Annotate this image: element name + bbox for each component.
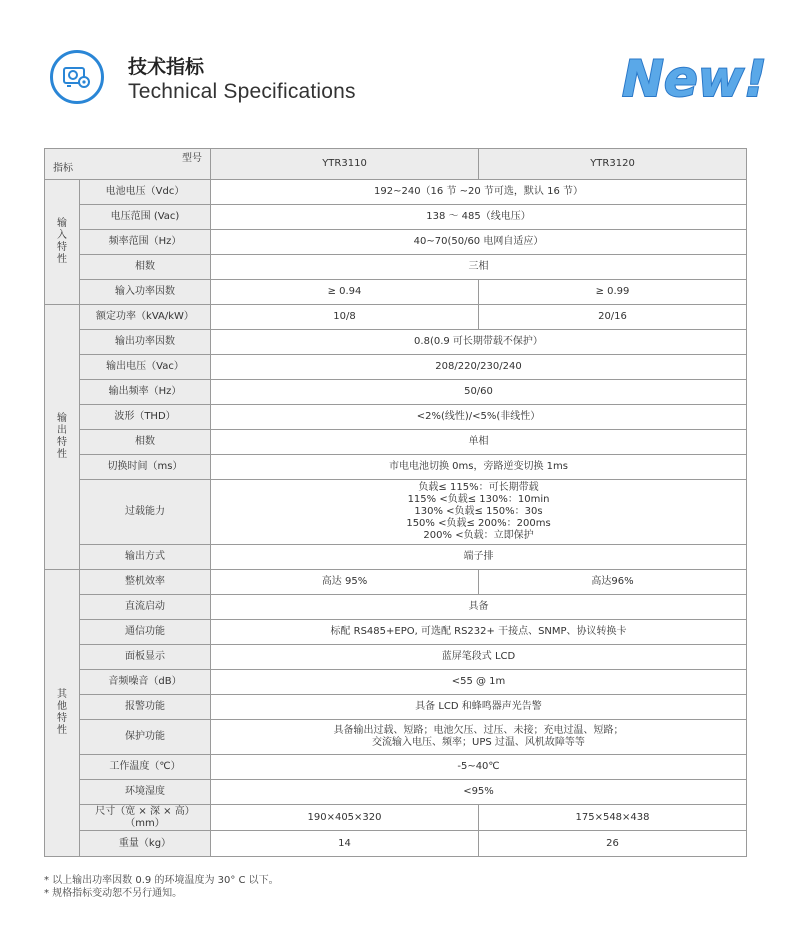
category-cell: 输 入 特 性 — [45, 180, 80, 305]
spec-label: 输出电压（Vac） — [80, 355, 211, 380]
spec-label: 相数 — [80, 255, 211, 280]
spec-table — [44, 148, 747, 857]
table-row — [45, 380, 747, 405]
spec-value-line: 115% <负载≤ 130%：10min — [407, 494, 550, 505]
spec-label: 额定功率（kVA/kW） — [80, 305, 211, 330]
spec-value-model-1: ≥ 0.94 — [211, 280, 479, 305]
spec-value-shared: 蓝屏笔段式 LCD — [211, 645, 747, 670]
spec-label-line: （mm） — [125, 817, 165, 829]
table-row — [45, 480, 747, 545]
new-badge — [618, 44, 767, 108]
spec-label-line: 尺寸（宽 × 深 × 高） — [95, 805, 195, 817]
spec-value-shared: 138 ～ 485（线电压） — [211, 205, 747, 230]
table-row — [45, 455, 747, 480]
spec-value-line: 负载≤ 115%：可长期带载 — [418, 482, 539, 493]
table-row — [45, 720, 747, 755]
spec-value-line: 具备输出过载、短路；电池欠压、过压、未接；充电过温、短路； — [333, 725, 624, 736]
spec-label: 重量（kg） — [80, 831, 211, 857]
corner-cell — [45, 149, 211, 180]
spec-label: 波形（THD） — [80, 405, 211, 430]
spec-label: 输出频率（Hz） — [80, 380, 211, 405]
spec-label: 电压范围 (Vac) — [80, 205, 211, 230]
table-row — [45, 570, 747, 595]
spec-value-shared: -5~40℃ — [211, 755, 747, 780]
table-row — [45, 205, 747, 230]
model-header-1: YTR3110 — [211, 149, 479, 180]
spec-value-shared: <2%(线性)/<5%(非线性） — [211, 405, 747, 430]
model-header-2: YTR3120 — [479, 149, 747, 180]
gear-circuit-icon — [63, 64, 91, 90]
spec-value-line: 130% <负载≤ 150%：30s — [414, 506, 543, 517]
spec-label: 音频噪音（dB） — [80, 670, 211, 695]
table-row — [45, 670, 747, 695]
spec-label: 整机效率 — [80, 570, 211, 595]
spec-value-line: 150% <负载≤ 200%：200ms — [406, 518, 551, 529]
spec-label: 相数 — [80, 430, 211, 455]
spec-value-shared: 0.8(0.9 可长期带载不保护） — [211, 330, 747, 355]
spec-label: 环境湿度 — [80, 780, 211, 805]
spec-value-model-2: 26 — [479, 831, 747, 857]
spec-label: 工作温度（℃） — [80, 755, 211, 780]
table-header-row — [45, 149, 747, 180]
spec-value-line: 200% <负载：立即保护 — [423, 530, 534, 541]
spec-value-shared: 50/60 — [211, 380, 747, 405]
spec-label — [80, 805, 211, 831]
spec-value-shared: 三相 — [211, 255, 747, 280]
new-badge-text: New! — [622, 50, 767, 108]
spec-logo — [50, 50, 104, 104]
spec-value-line: 交流输入电压、频率；UPS 过温、风机故障等等 — [372, 737, 585, 748]
table-row — [45, 305, 747, 330]
footnotes — [44, 874, 279, 900]
spec-label: 直流启动 — [80, 595, 211, 620]
page-title-cn: 技术指标 — [128, 56, 205, 78]
spec-label: 通信功能 — [80, 620, 211, 645]
spec-value-model-1: 10/8 — [211, 305, 479, 330]
spec-label: 报警功能 — [80, 695, 211, 720]
spec-value-model-1: 高达 95% — [211, 570, 479, 595]
table-row — [45, 280, 747, 305]
spec-value-shared: 单相 — [211, 430, 747, 455]
spec-value-shared: 具备 LCD 和蜂鸣器声光告警 — [211, 695, 747, 720]
spec-label: 输出功率因数 — [80, 330, 211, 355]
spec-value-shared: 192~240（16 节 ~20 节可选，默认 16 节） — [211, 180, 747, 205]
category-cell: 其 他 特 性 — [45, 570, 80, 857]
spec-value-shared: 市电电池切换 0ms，旁路逆变切换 1ms — [211, 455, 747, 480]
table-row — [45, 620, 747, 645]
table-row — [45, 805, 747, 831]
spec-value-model-2: ≥ 0.99 — [479, 280, 747, 305]
spec-label: 过载能力 — [80, 480, 211, 545]
spec-label: 面板显示 — [80, 645, 211, 670]
footnote-1: * 以上输出功率因数 0.9 的环境温度为 30° C 以下。 — [44, 875, 279, 886]
spec-value-shared: 标配 RS485+EPO, 可选配 RS232+ 干接点、SNMP、协议转换卡 — [211, 620, 747, 645]
page-title-en: Technical Specifications — [128, 80, 356, 103]
spec-label: 保护功能 — [80, 720, 211, 755]
table-row — [45, 831, 747, 857]
category-cell: 输 出 特 性 — [45, 305, 80, 570]
spec-value-shared — [211, 480, 747, 545]
spec-value-shared: 具备 — [211, 595, 747, 620]
table-row — [45, 230, 747, 255]
spec-value-model-2: 20/16 — [479, 305, 747, 330]
page-header — [0, 0, 790, 140]
spec-value-shared: 208/220/230/240 — [211, 355, 747, 380]
table-row — [45, 355, 747, 380]
spec-label: 切换时间（ms） — [80, 455, 211, 480]
spec-value-shared — [211, 720, 747, 755]
spec-value-shared: 40~70(50/60 电网自适应） — [211, 230, 747, 255]
spec-value-model-2: 175×548×438 — [479, 805, 747, 831]
table-row — [45, 780, 747, 805]
table-row — [45, 180, 747, 205]
spec-label: 输入功率因数 — [80, 280, 211, 305]
spec-label: 电池电压（Vdc） — [80, 180, 211, 205]
spec-label: 频率范围（Hz） — [80, 230, 211, 255]
table-row — [45, 695, 747, 720]
table-row — [45, 255, 747, 280]
spec-value-shared: <95% — [211, 780, 747, 805]
table-row — [45, 405, 747, 430]
table-row — [45, 430, 747, 455]
table-row — [45, 330, 747, 355]
table-row — [45, 545, 747, 570]
spec-value-model-1: 14 — [211, 831, 479, 857]
corner-index-label: 指标 — [53, 163, 73, 174]
spec-label: 输出方式 — [80, 545, 211, 570]
spec-value-model-1: 190×405×320 — [211, 805, 479, 831]
footnote-2: * 规格指标变动恕不另行通知。 — [44, 888, 183, 899]
spec-value-shared: 端子排 — [211, 545, 747, 570]
spec-value-model-2: 高达96% — [479, 570, 747, 595]
table-row — [45, 755, 747, 780]
table-row — [45, 595, 747, 620]
spec-value-shared: <55 @ 1m — [211, 670, 747, 695]
table-row — [45, 645, 747, 670]
corner-model-label: 型号 — [182, 153, 202, 164]
